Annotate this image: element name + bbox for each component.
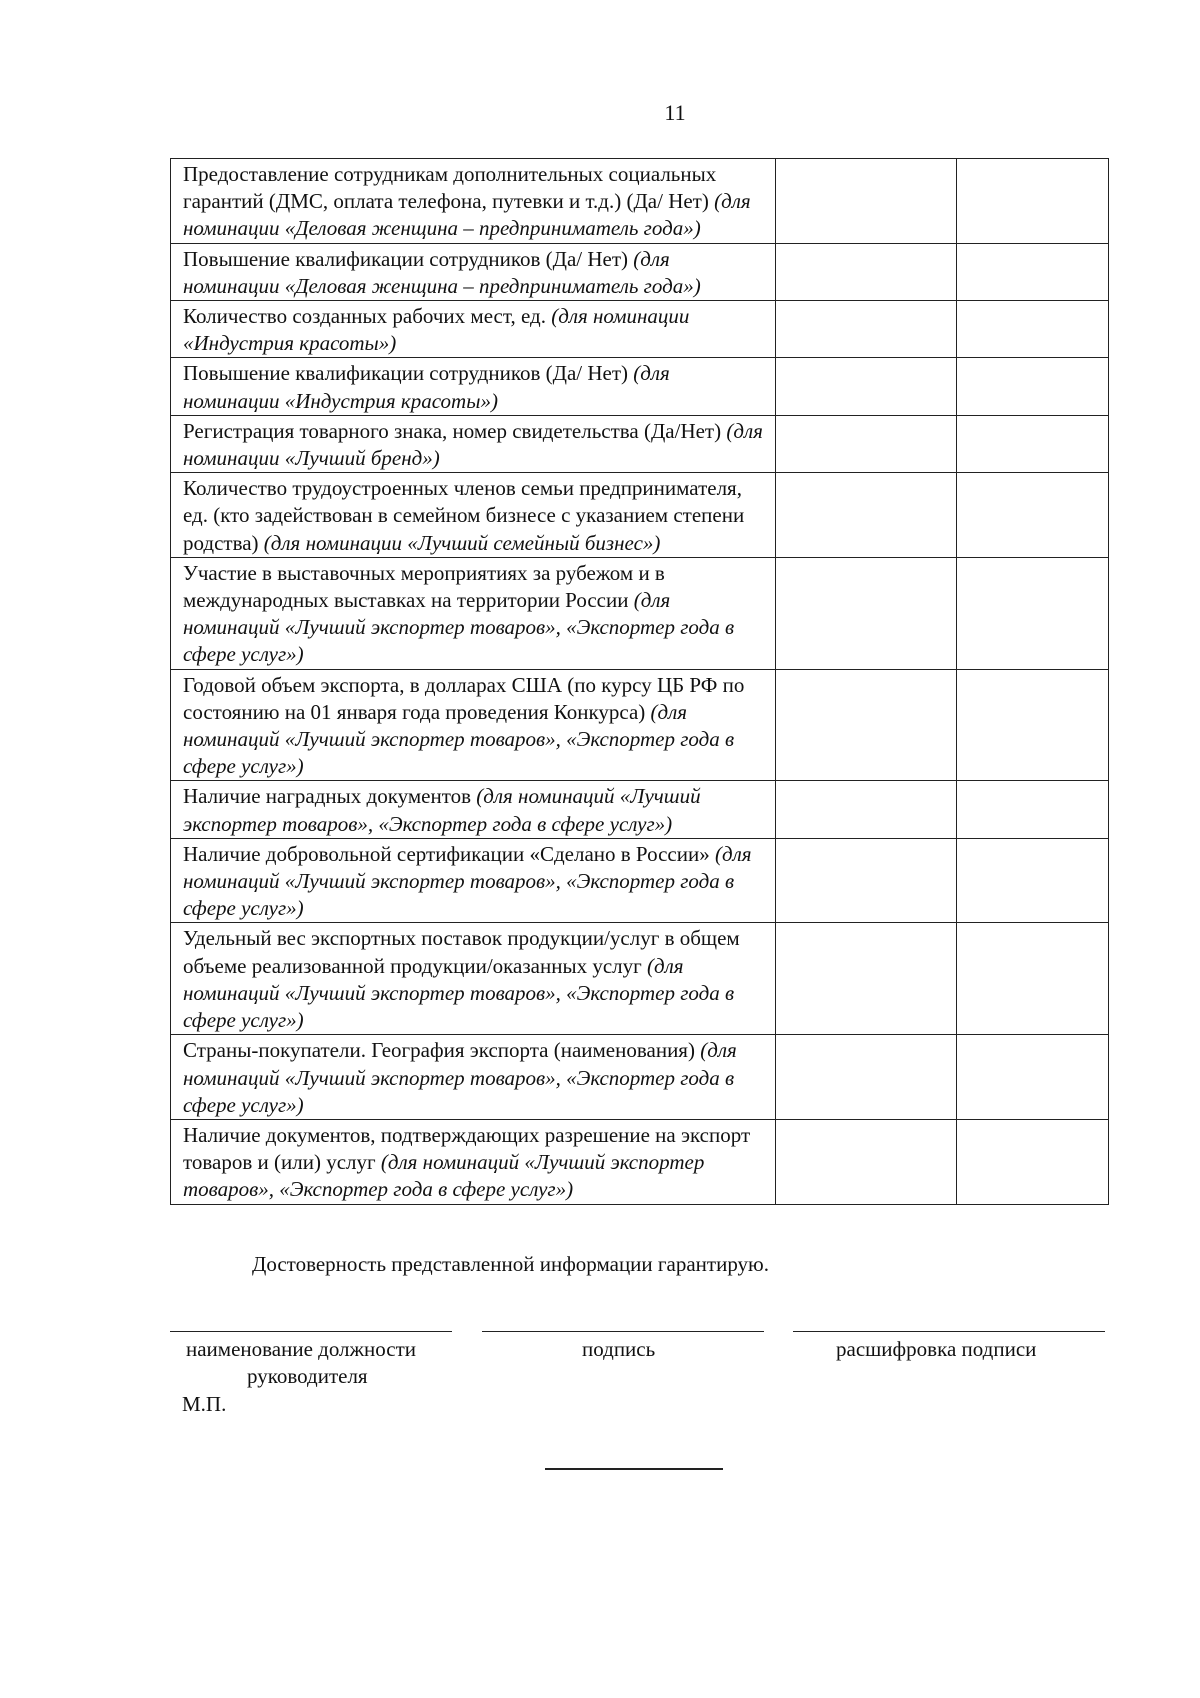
table-row [171,301,1109,358]
value-cell [776,1035,957,1120]
value-cell [776,358,957,415]
criterion-text: Наличие добровольной сертификации «Сделано в России» [183,841,715,866]
position-signature-line [170,1331,452,1332]
criterion-note: (для номинаций «Лучший экспортер товаров», «Экспортер года в сфере услуг») [183,588,735,667]
criterion-note: (для номинаций «Лучший экспортер товаров», «Экспортер года в сфере услуг») [183,953,735,1033]
criterion-text: Страны-покупатели. География экспорта (наименования) [183,1038,701,1063]
criterion-text: Количество созданных рабочих мест, ед. [183,304,552,329]
criterion-text: Участие в выставочных мероприятиях за рубежом и в международных выставках на территории России [183,560,665,613]
criterion-text: Годовой объем экспорта, в долларах США (по курсу ЦБ РФ по состоянию на 01 января года проведения Конкурса) [183,672,745,724]
signature-label: подпись [582,1337,656,1361]
value-cell [776,669,957,781]
criteria-table [170,158,1109,1205]
criterion-cell [171,301,776,358]
table-row [171,838,1109,923]
table-row [171,473,1109,558]
criterion-cell [171,473,776,558]
table-row [171,1035,1109,1120]
table-row [171,159,1109,244]
value-cell [776,781,957,838]
value-cell [776,838,957,923]
criterion-note: (для номинации «Индустрия красоты») [183,361,670,413]
value-cell [776,415,957,472]
table-row [171,243,1109,300]
score-cell [957,781,1109,838]
criterion-note: (для номинации «Деловая женщина – предприниматель года») [183,189,751,241]
stamp-mark: М.П. [182,1392,227,1416]
criterion-text: Регистрация товарного знака, номер свидетельства (Да/Нет) [183,418,727,443]
score-cell [957,473,1109,558]
criterion-text: Наличие документов, подтверждающих разрешение на экспорт товаров и (или) услуг [183,1122,751,1175]
table-row [171,358,1109,415]
signature-line [482,1331,764,1332]
score-cell [957,838,1109,923]
end-of-document-line [545,1468,723,1470]
table-row [171,1119,1109,1204]
position-label: наименование должности [186,1337,417,1361]
position-label-continuation: руководителя [247,1364,368,1388]
criterion-cell [171,781,776,838]
score-cell [957,1035,1109,1120]
table-row [171,781,1109,838]
criterion-note: (для номинации «Лучший семейный бизнес») [263,530,661,555]
criterion-cell [171,669,776,781]
value-cell [776,243,957,300]
criterion-cell [171,1035,776,1120]
score-cell [957,301,1109,358]
value-cell [776,1119,957,1204]
criterion-note: (для номинаций «Лучший экспортер товаров», «Экспортер года в сфере услуг») [183,1038,737,1117]
criterion-text: Удельный вес экспортных поставок продукции/услуг в общем объеме реализованной продукции/оказанных услуг [183,926,740,978]
score-cell [957,159,1109,244]
criterion-note: (для номинации «Деловая женщина – предприниматель года») [183,246,701,298]
score-cell [957,1119,1109,1204]
score-cell [957,243,1109,300]
score-cell [957,669,1109,781]
table-row [171,669,1109,781]
criterion-cell [171,159,776,244]
table-row [171,415,1109,472]
criteria-table-body [171,159,1109,1205]
value-cell [776,473,957,558]
criterion-text: Количество трудоустроенных членов семьи предпринимателя, ед. (кто задействован в семейном бизнесе с указанием степени родства) [183,476,745,555]
criterion-text: Предоставление сотрудникам дополнительных социальных гарантий (ДМС, оплата телефона, путевки и т.д.) (Да/ Нет) [183,162,717,214]
criterion-cell [171,415,776,472]
page-number: 11 [664,100,686,125]
value-cell [776,159,957,244]
score-cell [957,415,1109,472]
criterion-cell [171,557,776,669]
criterion-note: (для номинаций «Лучший экспортер товаров», «Экспортер года в сфере услуг») [183,1150,705,1202]
criterion-cell [171,243,776,300]
criterion-note: (для номинации «Лучший бренд») [183,418,763,471]
criterion-note: (для номинации «Индустрия красоты») [183,304,690,356]
criterion-cell [171,923,776,1035]
criterion-note: (для номинаций «Лучший экспортер товаров», «Экспортер года в сфере услуг») [183,841,752,921]
criterion-cell [171,358,776,415]
value-cell [776,301,957,358]
assurance-statement: Достоверность представленной информации гарантирую. [252,1252,769,1276]
criterion-cell [171,838,776,923]
criterion-text: Повышение квалификации сотрудников (Да/ Нет) [183,246,634,271]
criterion-note: (для номинаций «Лучший экспортер товаров», «Экспортер года в сфере услуг») [183,784,701,836]
decode-signature-line [793,1331,1105,1332]
value-cell [776,923,957,1035]
criterion-note: (для номинаций «Лучший экспортер товаров», «Экспортер года в сфере услуг») [183,699,735,779]
criterion-cell [171,1119,776,1204]
criterion-text: Наличие наградных документов [183,784,477,809]
score-cell [957,358,1109,415]
signature-decode-label: расшифровка подписи [836,1337,1037,1361]
table-row [171,557,1109,669]
score-cell [957,557,1109,669]
score-cell [957,923,1109,1035]
criterion-text: Повышение квалификации сотрудников (Да/ Нет) [183,361,634,386]
table-row [171,923,1109,1035]
value-cell [776,557,957,669]
